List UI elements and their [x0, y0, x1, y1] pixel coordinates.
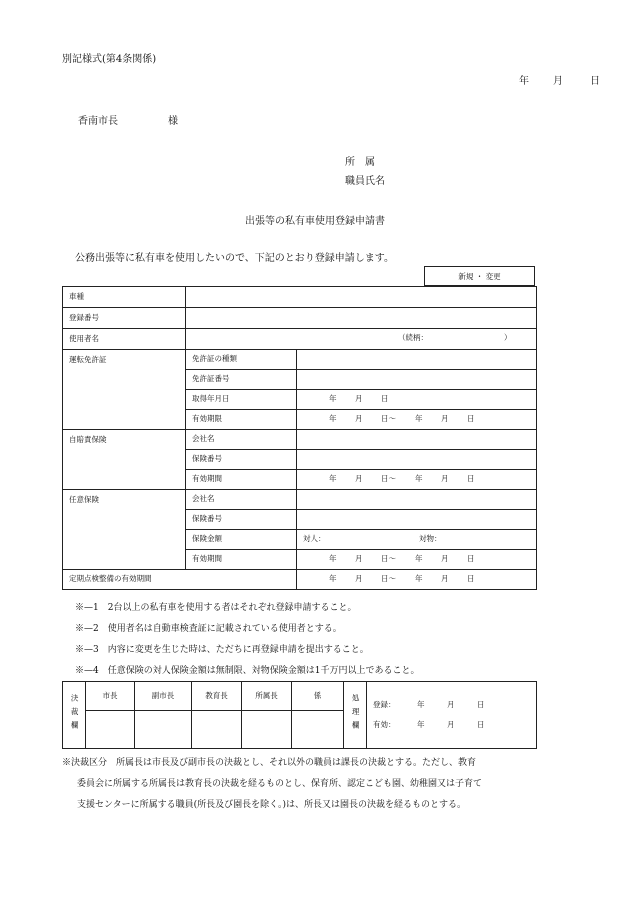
date-year: 年	[417, 700, 425, 709]
compulsory-number-label: 保険番号	[186, 450, 297, 470]
date-year: 年	[415, 474, 423, 484]
note-3: ※—3 内容に変更を生じた時は、ただちに再登録申請を提出すること。	[75, 645, 369, 655]
date-year: 年	[329, 394, 337, 404]
compulsory-company-label: 会社名	[186, 430, 297, 450]
status-box: 新規 ・ 変更	[424, 266, 535, 286]
col-mayor: 市長	[86, 682, 135, 711]
date-day: 日	[467, 554, 475, 564]
date-day: 日	[381, 394, 389, 404]
stamp-vice-mayor[interactable]	[135, 711, 192, 749]
optional-period-field[interactable]	[297, 550, 537, 570]
registration-table	[62, 286, 537, 590]
date-month: 月	[441, 414, 449, 424]
note-2: ※—2 使用者名は自動車検査証に記載されている使用者とする。	[75, 624, 342, 634]
stamp-department-head[interactable]	[242, 711, 292, 749]
license-acquired-label: 取得年月日	[186, 390, 297, 410]
license-type-field[interactable]	[297, 350, 537, 370]
date-day: 日〜	[381, 554, 396, 564]
intro-text: 公務出張等に私有車を使用したいので、下記のとおり登録申請します。	[75, 253, 394, 264]
date-year: 年	[329, 474, 337, 484]
registration-label: 登録：	[373, 700, 396, 709]
date-year: 年	[329, 554, 337, 564]
date-month: 月	[355, 394, 363, 404]
compulsory-period-label: 有効期間	[186, 470, 297, 490]
optional-company-label: 会社名	[186, 490, 297, 510]
date-day: 日	[477, 700, 485, 709]
date-day: 日	[467, 574, 475, 584]
date-day: 日	[477, 720, 485, 729]
relationship-open: （続柄：	[398, 333, 428, 342]
date-month: 月	[355, 474, 363, 484]
registration-number-label: 登録番号	[63, 308, 186, 329]
compulsory-company-field[interactable]	[297, 430, 537, 450]
date-year: 年	[329, 414, 337, 424]
date-day: 日〜	[381, 414, 396, 424]
stamp-mayor[interactable]	[86, 711, 135, 749]
approval-table	[62, 681, 537, 749]
date-day: 日	[467, 414, 475, 424]
date-year: 年	[415, 414, 423, 424]
date-month: 月	[447, 720, 455, 729]
rule-line-2: 委員会に所属する所属長は教育長の決裁を経るものとし、保育所、認定こども園、幼稚園又は子育て	[77, 779, 483, 789]
optional-group-label: 任意保険	[63, 490, 186, 570]
date-day: 日〜	[381, 574, 396, 584]
license-number-field[interactable]	[297, 370, 537, 390]
stamp-section[interactable]	[292, 711, 344, 749]
date-day: 日	[467, 474, 475, 484]
col-vice-mayor: 副市長	[135, 682, 192, 711]
date-month: 月	[441, 574, 449, 584]
honorific: 様	[168, 116, 178, 127]
form-label: 別記様式(第4条関係)	[62, 54, 157, 65]
date-month: 月	[441, 474, 449, 484]
affiliation-label: 所 属	[345, 157, 375, 168]
approval-rules	[62, 753, 482, 816]
inspection-field[interactable]	[297, 570, 537, 590]
optional-amount-field[interactable]	[297, 530, 537, 550]
license-number-label: 免許証番号	[186, 370, 297, 390]
date-month: 月	[447, 700, 455, 709]
optional-company-field[interactable]	[297, 490, 537, 510]
date-year: 年	[329, 574, 337, 584]
license-expiry-field[interactable]	[297, 410, 537, 430]
addressee: 香南市長	[78, 116, 118, 127]
stamp-education-head[interactable]	[192, 711, 242, 749]
registration-number-field[interactable]	[186, 308, 537, 329]
date-month: 月	[355, 414, 363, 424]
notes-list	[75, 598, 419, 682]
relationship-close: ）	[504, 333, 512, 342]
date-year: 年	[415, 574, 423, 584]
user-name-label: 使用者名	[63, 329, 186, 350]
rule-line-1: ※決裁区分 所属長は市長及び副市長の決裁とし、それ以外の職員は課長の決裁とする。ただし、教育	[62, 758, 477, 768]
rule-line-3: 支援センターに所属する職員(所長及び園長を除く。)は、所長又は園長の決裁を経るものとする。	[77, 800, 466, 810]
license-acquired-field[interactable]	[297, 390, 537, 410]
optional-amount-label: 保険金額	[186, 530, 297, 550]
vehicle-type-label: 車種	[63, 287, 186, 308]
person-coverage-label: 対人：	[303, 534, 326, 543]
vehicle-type-field[interactable]	[186, 287, 537, 308]
date-month: 月	[355, 574, 363, 584]
date-month: 月	[441, 554, 449, 564]
col-department-head: 所属長	[242, 682, 292, 711]
optional-number-field[interactable]	[297, 510, 537, 530]
note-4: ※—4 任意保険の対人保険金額は無制限、対物保険金額は1千万円以上であること。	[75, 666, 420, 676]
license-group-label: 運転免許証	[63, 350, 186, 430]
compulsory-number-field[interactable]	[297, 450, 537, 470]
col-section: 係	[292, 682, 344, 711]
optional-period-label: 有効期間	[186, 550, 297, 570]
compulsory-group-label: 自賠責保険	[63, 430, 186, 490]
col-education-head: 教育長	[192, 682, 242, 711]
optional-number-label: 保険番号	[186, 510, 297, 530]
validity-label: 有効：	[373, 720, 396, 729]
document-title: 出張等の私有車使用登録申請書	[245, 216, 385, 227]
date-year: 年	[415, 554, 423, 564]
approval-label: 決裁欄	[70, 693, 80, 735]
staff-name-label: 職員氏名	[345, 176, 385, 187]
date-month: 月	[553, 76, 563, 87]
approval-label-cell	[63, 682, 86, 749]
date-day: 日	[590, 76, 600, 87]
date-year: 年	[417, 720, 425, 729]
date-month: 月	[355, 554, 363, 564]
processing-dates[interactable]	[367, 682, 537, 749]
processing-label-cell	[344, 682, 367, 749]
date-year: 年	[519, 76, 529, 87]
license-type-label: 免許証の種類	[186, 350, 297, 370]
user-name-field[interactable]	[186, 329, 537, 350]
property-coverage-label: 対物：	[419, 534, 442, 543]
compulsory-period-field[interactable]	[297, 470, 537, 490]
license-expiry-label: 有効期限	[186, 410, 297, 430]
note-1: ※—1 2台以上の私有車を使用する者はそれぞれ登録申請すること。	[75, 603, 357, 613]
processing-label: 処理欄	[351, 693, 361, 735]
inspection-label: 定期点検整備の有効期間	[63, 570, 297, 590]
date-day: 日〜	[381, 474, 396, 484]
